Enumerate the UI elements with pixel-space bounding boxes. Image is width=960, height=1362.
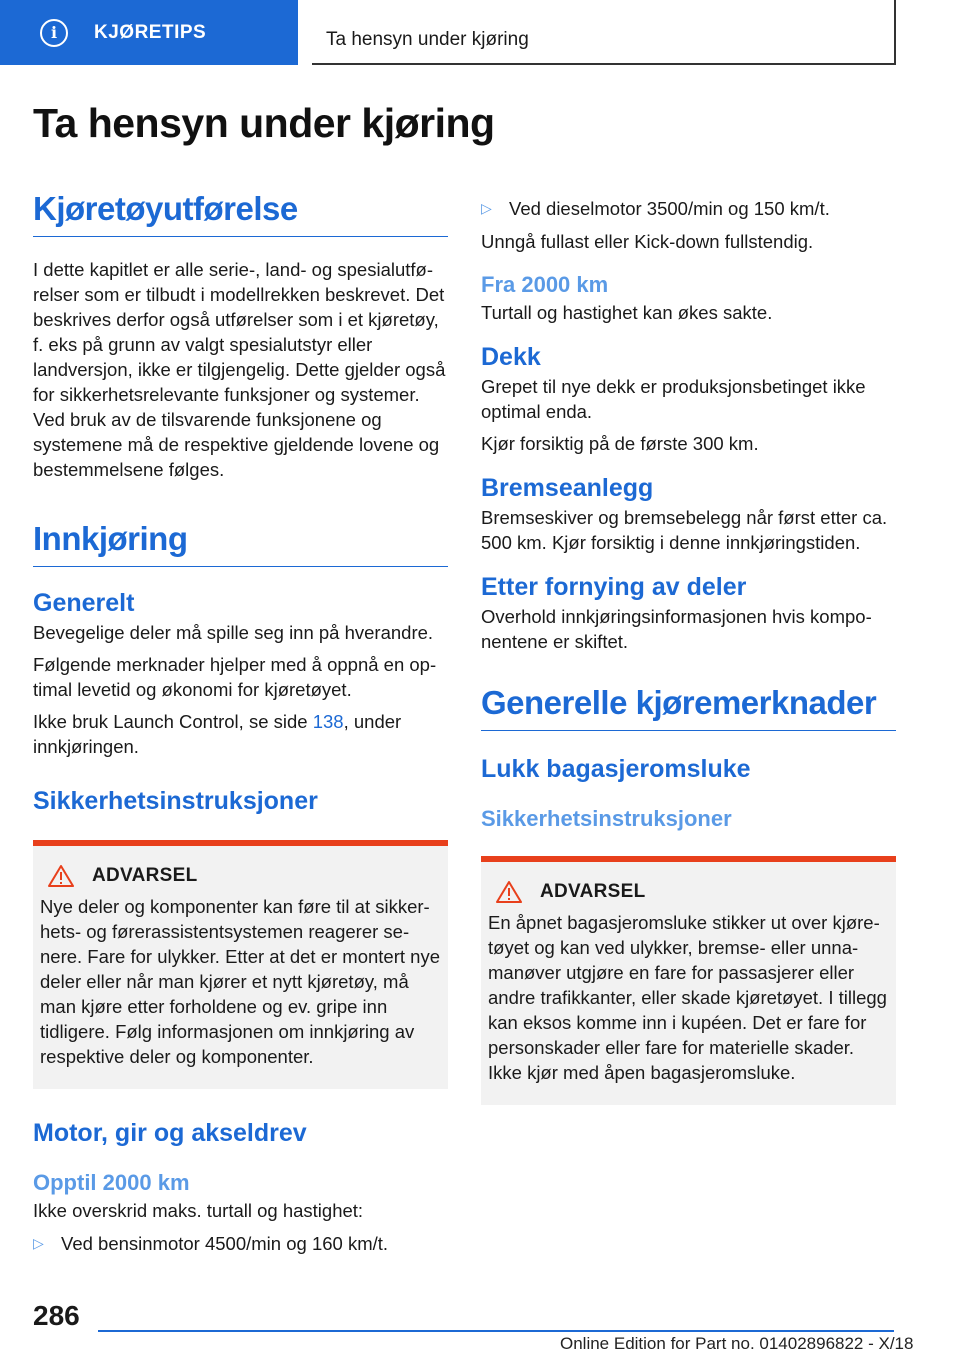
heading-lukk-bagasjeromsluke: Lukk bagasjeromsluke (481, 755, 751, 783)
warning-label: ADVARSEL (540, 881, 646, 902)
heading-generelle-kjoremerknader: Generelle kjøremerknader (481, 684, 896, 731)
paragraph: Bevegelige deler må spille seg inn på hverandre. (33, 622, 434, 643)
heading-etter-fornying: Etter fornying av deler (481, 573, 747, 601)
warning-box (33, 840, 448, 1089)
paragraph: Overhold innkjøringsinformasjonen hvis komponentene er skiftet. (481, 606, 872, 652)
page-title: Ta hensyn under kjøring (33, 100, 495, 146)
left-column (33, 190, 448, 1256)
heading-opptil-2000: Opptil 2000 km (33, 1170, 190, 1195)
paragraph: Følgende merknader hjelper med å oppnå en optimal levetid og økonomi for kjøretøyet. (33, 654, 437, 700)
paragraph: Ikke overskrid maks. turtall og hastighet: (33, 1200, 364, 1221)
paragraph: I dette kapitlet er alle serie-, land- og spesialutførelser som er tilbudt i modellrekken beskrevet. Det beskrives derfor også utførelser som i et kjøretøy, f. eks på grunn av valgt spesialutstyr eller landversjon, ikke er tilgjengelig. Dette gjelder også for sikkerhetsrelevante funksjoner og systemer. Ved bruk av de tilsvarende funksjonene og systemene må de respektive gjeldende lovene og bestemmelsene følges. (33, 259, 446, 480)
warning-icon (496, 880, 522, 904)
list-item (481, 196, 896, 221)
heading-dekk: Dekk (481, 343, 541, 371)
heading-sikkerhetsinstruksjoner: Sikkerhetsinstruksjoner (481, 806, 732, 831)
warning-text: En åpnet bagasjeromsluke stikker ut over kjøretøyet og kan ved ulykker, bremse- eller unnamanøver utgjøre en fare for passasjerer eller andre trafikkanter, eller skade kjøretøyet. I tillegg kan eksos komme inn i kupéen. Det er fare for personskader eller fare for materielle skader. Ikke kjør med åpen bagasjeromsluke. (488, 912, 887, 1083)
breadcrumb-label: Ta hensyn under kjøring (326, 29, 529, 50)
paragraph: Turtall og hastighet kan økes sakte. (481, 302, 773, 323)
warning-box (481, 856, 896, 1105)
list-item-text: Ved dieselmotor 3500/min og 150 km/t. (509, 198, 830, 219)
paragraph: Grepet til nye dekk er produksjonsbetinget ikke optimal enda. (481, 376, 866, 422)
heading-generelt: Generelt (33, 589, 135, 617)
heading-innkjoring: Innkjøring (33, 520, 448, 567)
section-tab (0, 0, 298, 65)
paragraph: Kjør forsiktig på de første 300 km. (481, 433, 759, 454)
heading-fra-2000: Fra 2000 km (481, 272, 609, 297)
text: Ikke bruk Launch Control, se side (33, 711, 313, 732)
breadcrumb (312, 0, 896, 65)
paragraph (33, 709, 448, 759)
list-item (33, 1231, 448, 1256)
text: , under innkjøringen. (33, 711, 402, 757)
paragraph: Unngå fullast eller Kick-down fullstendig. (481, 231, 814, 252)
list-item-text: Ved bensinmotor 4500/min og 160 km/t. (61, 1233, 389, 1254)
page-link[interactable]: 138 (312, 711, 344, 732)
paragraph: Bremseskiver og bremsebelegg når først etter ca. 500 km. Kjør forsiktig i denne innkjøringstiden. (481, 507, 888, 553)
heading-bremseanlegg: Bremseanlegg (481, 474, 654, 502)
page-number: 286 (33, 1300, 80, 1331)
warning-icon (48, 864, 74, 888)
warning-label: ADVARSEL (92, 865, 198, 886)
info-icon: i (40, 19, 68, 47)
footer-rule (98, 1330, 894, 1332)
footer-edition: Online Edition for Part no. 01402896822 - X/18 (560, 1334, 914, 1353)
warning-text: Nye deler og komponenter kan føre til at sikkerhets- og førerassistentsystemen reagerer senere. Fare for ulykker. Etter at det er montert nye deler eller når man kjører et nytt kjøretøy, må man kjøre etter forholdene og ev. gripe inn tidligere. Følg informasjonen om innkjøring av respektive deler og komponenter. (40, 896, 440, 1067)
triangle-bullet-icon: ▷ (33, 1235, 44, 1251)
right-column (481, 190, 896, 1105)
triangle-bullet-icon: ▷ (481, 200, 492, 216)
heading-kjoretoyutforelse: Kjøretøyutførelse (33, 190, 448, 237)
heading-sikkerhetsinstruksjoner: Sikkerhetsinstruksjoner (33, 787, 318, 815)
heading-motor: Motor, gir og akseldrev (33, 1119, 307, 1147)
section-label: KJØRETIPS (94, 21, 207, 43)
